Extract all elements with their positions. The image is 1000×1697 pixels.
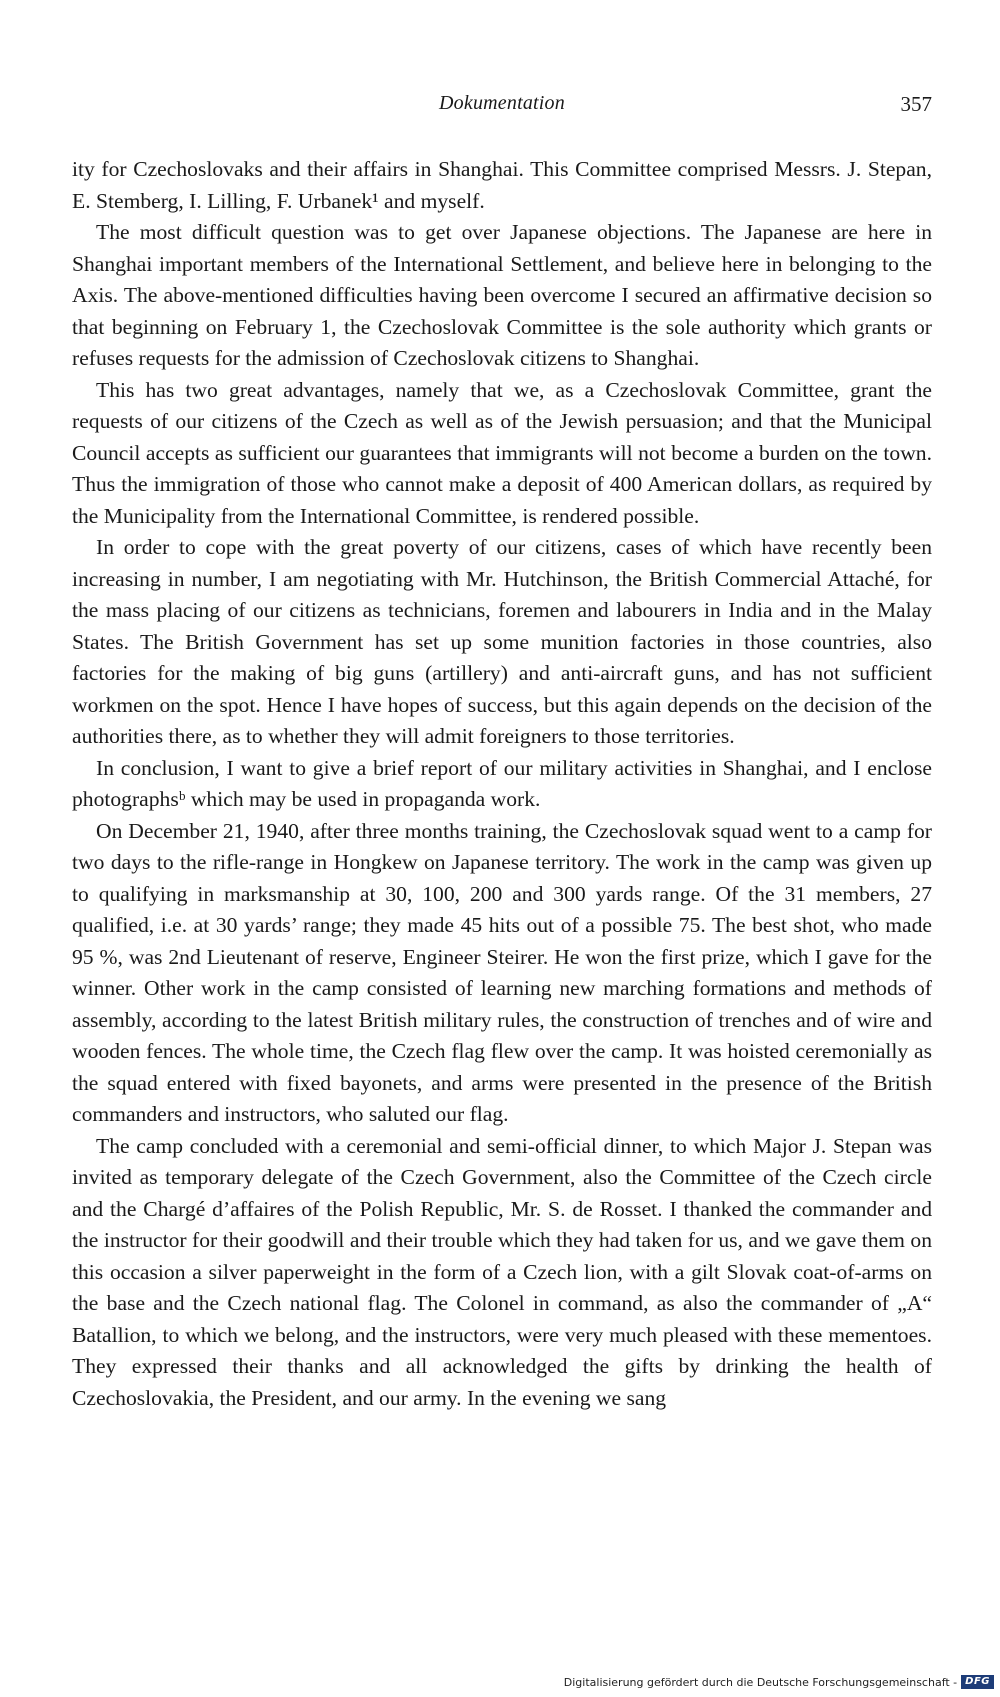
paragraph-4: In order to cope with the great poverty of our citizens, cases of which have recently been increasing in number, I am negotiating with Mr. Hutchinson, the British Commercial Attaché, for the mass placing of our citizens as technicians, foremen and labourers in India and in the Malay States. The British Government has set up some munition factories in those countries, also factories for the making of big guns (artillery) and anti-aircraft guns, and has not sufficient workmen on the spot. Hence I have hopes of success, but this again depends on the decision of the authorities there, as to whether they will admit foreigners to those territories. xyxy=(72,535,932,748)
paragraph-1: ity for Czechoslovaks and their affairs in Shanghai. This Committee comprised Messrs. J. Stepan, E. Stemberg, I. Lilling, F. Urbanek¹ and myself. xyxy=(72,157,932,213)
paragraph-5: In conclusion, I want to give a brief report of our military activities in Shanghai, and I enclose photographsᵇ which may be used in propaganda work. xyxy=(72,755,932,811)
page-number: 357 xyxy=(900,92,932,116)
running-title: Dokumentation xyxy=(439,92,565,114)
page-header xyxy=(72,92,932,124)
credit-text: Digitalisierung gefördert durch die Deutsche Forschungsgemeinschaft - xyxy=(563,1675,958,1689)
dfg-logo: DFG xyxy=(961,1675,994,1689)
digitization-credit xyxy=(564,1675,994,1689)
paragraph-6: On December 21, 1940, after three months training, the Czechoslovak squad went to a camp for two days to the rifle-range in Hongkew on Japanese territory. The work in the camp was given up to qualifying in marksmanship at 30, 100, 200 and 300 yards range. Of the 31 members, 27 qualified, i.e. at 30 yards’ range; they made 45 hits out of a possible 75. The best shot, who made 95 %, was 2nd Lieutenant of reserve, Engineer Steirer. He won the first prize, which I gave for the winner. Other work in the camp consisted of learning new marching formations and methods of assembly, according to the latest British military rules, the construction of trenches and of wire and wooden fences. The whole time, the Czech flag flew over the camp. It was hoisted ceremonially as the squad entered with fixed bayonets, and arms were presented in the presence of the British commanders and instructors, who saluted our flag. xyxy=(72,818,932,1126)
paragraph-7: The camp concluded with a ceremonial and semi-official dinner, to which Major J. Stepan was invited as temporary delegate of the Czech Government, also the Committee of the Czech circle and the Chargé d’affaires of the Polish Republic, Mr. S. de Rosset. I thanked the commander and the instructor for their goodwill and their trouble which they had taken for us, and we gave them on this occasion a silver paperweight in the form of a Czech lion, with a gilt Slovak coat-of-arms on the base and the Czech national flag. The Colonel in command, as also the commander of „A“ Batallion, to which we belong, and the instructors, were very much pleased with these mementoes. They expressed their thanks and all acknowledged the gifts by drinking the health of Czechoslovakia, the President, and our army. In the evening we sang xyxy=(72,1133,932,1410)
body-text xyxy=(72,154,932,1414)
paragraph-3: This has two great advantages, namely that we, as a Czechoslovak Committee, grant the requests of our citizens of the Czech as well as of the Jewish persuasion; and that the Municipal Council accepts as sufficient our guarantees that immigrants will not become a burden on the town. Thus the immigration of those who cannot make a deposit of 400 American dollars, as required by the Municipality from the International Committee, is rendered possible. xyxy=(72,377,932,528)
paragraph-2: The most difficult question was to get over Japanese objections. The Japanese are here in Shanghai important members of the International Settlement, and believe here in belonging to the Axis. The above-mentioned difficulties having been overcome I secured an affirmative decision so that beginning on February 1, the Czechoslovak Committee is the sole authority which grants or refuses requests for the admission of Czechoslovak citizens to Shanghai. xyxy=(72,220,932,370)
